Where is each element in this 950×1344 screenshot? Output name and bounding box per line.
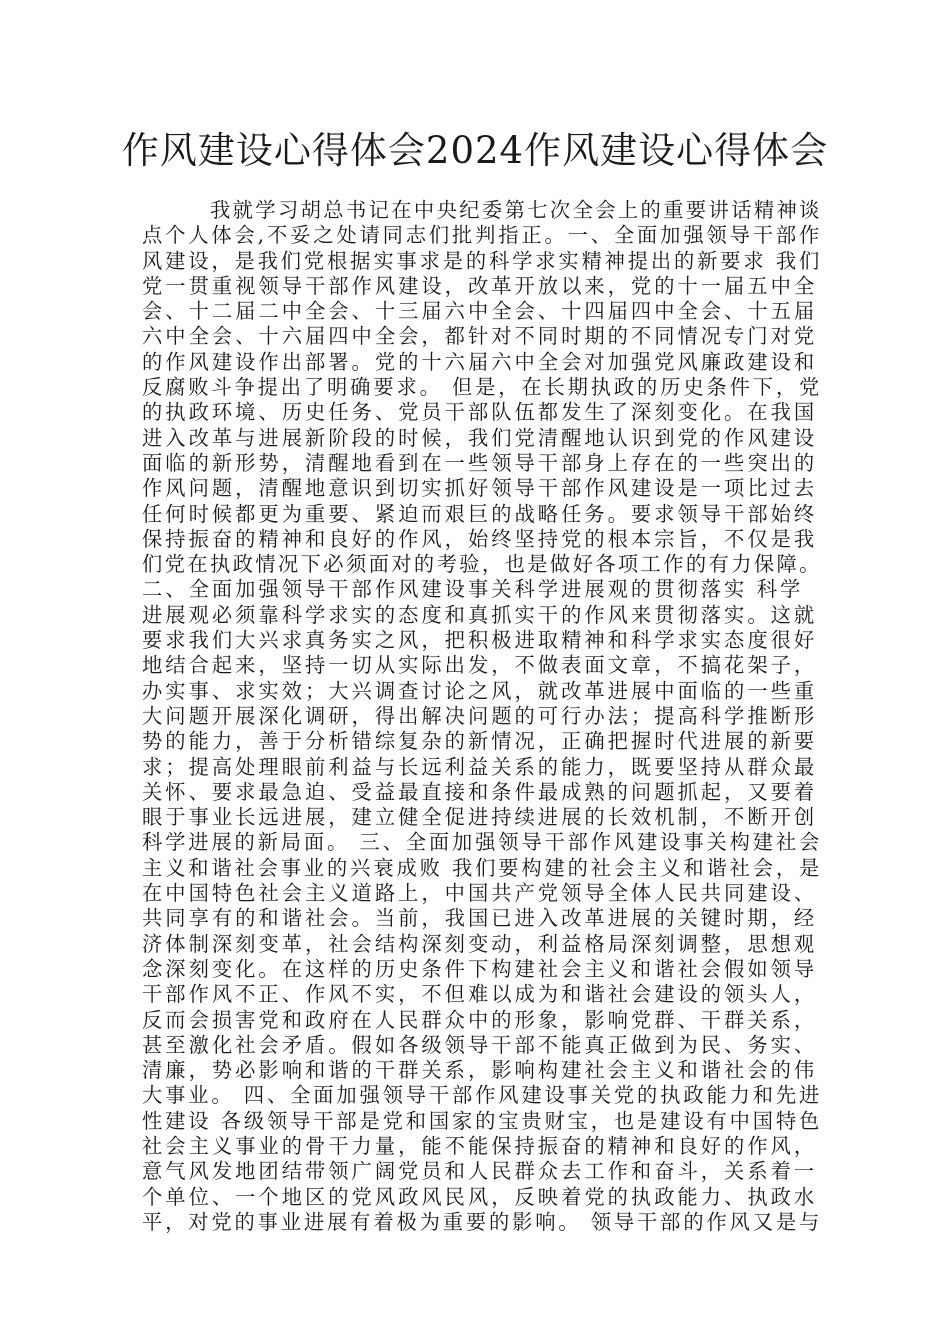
body-line: 们党在执政情况下必须面对的考验，也是做好各项工作的有力保障。	[142, 552, 822, 577]
body-line: 保持振奋的精神和良好的作风，始终坚持党的根本宗旨，不仅是我	[142, 526, 818, 551]
body-line: 党一贯重视领导干部作风建设，改革开放以来，党的十一届五中全	[142, 273, 818, 298]
body-line: 作风问题，清醒地意识到切实抓好领导干部作风建设是一项比过去	[142, 476, 818, 501]
body-line: 眼于事业长远进展，建立健全促进持续进展的长效机制，不断开创	[142, 805, 818, 830]
body-line: 进展观必须靠科学求实的态度和真抓实干的作风来贯彻落实。这就	[142, 602, 818, 627]
body-line: 要求我们大兴求真务实之风，把积极进取精神和科学求实态度很好	[142, 628, 818, 653]
body-line: 办实事、求实效；大兴调查讨论之风，就改革进展中面临的一些重	[142, 678, 818, 703]
body-line: 任何时候都更为重要、紧迫而艰巨的战略任务。要求领导干部始终	[142, 501, 818, 526]
body-line: 念深刻变化。在这样的历史条件下构建社会主义和谐社会假如领导	[142, 956, 818, 981]
body-line: 关怀、要求最急迫、受益最直接和条件最成熟的问题抓起，又要着	[142, 779, 818, 804]
document-title: 作风建设心得体会2024作风建设心得体会	[121, 129, 829, 172]
body-line: 平，对党的事业进展有着极为重要的影响。 领导干部的作风又是与	[142, 1209, 822, 1234]
document-body	[142, 198, 822, 1235]
body-line: 反而会损害党和政府在人民群众中的形象，影响党群、干群关系，	[142, 1007, 818, 1032]
body-line: 主义和谐社会事业的兴衰成败 我们要构建的社会主义和谐社会，是	[142, 855, 822, 880]
body-line: 在中国特色社会主义道路上，中国共产党领导全体人民共同建设、	[142, 881, 818, 906]
body-line: 性建设 各级领导干部是党和国家的宝贵财宝，也是建设有中国特色	[142, 1108, 822, 1133]
body-line: 风建设，是我们党根据实事求是的科学求实精神提出的新要求 我们	[142, 248, 822, 273]
body-line: 六中全会、十六届四中全会，都针对不同时期的不同情况专门对党	[142, 324, 818, 349]
body-line: 意气风发地团结带领广阔党员和人民群众去工作和奋斗，关系着一	[142, 1159, 818, 1184]
body-line: 大事业。 四、全面加强领导干部作风建设事关党的执政能力和先进	[142, 1083, 822, 1108]
body-line: 求；提高处理眼前利益与长远利益关系的能力，既要坚持从群众最	[142, 754, 818, 779]
body-line: 势的能力，善于分析错综复杂的新情况，正确把握时代进展的新要	[142, 729, 818, 754]
body-line: 我就学习胡总书记在中央纪委第七次全会上的重要讲话精神谈	[142, 198, 822, 222]
body-line: 二、全面加强领导干部作风建设事关科学进展观的贯彻落实 科学	[142, 577, 804, 602]
body-line: 地结合起来，坚持一切从实际出发，不做表面文章，不搞花架子，	[142, 653, 818, 678]
body-line: 干部作风不正、作风不实，不但难以成为和谐社会建设的领头人，	[142, 982, 818, 1007]
body-line: 济体制深刻变革，社会结构深刻变动，利益格局深刻调整，思想观	[142, 931, 818, 956]
body-line: 共同享有的和谐社会。当前，我国已进入改革进展的关键时期，经	[142, 906, 818, 931]
body-line: 科学进展的新局面。 三、全面加强领导干部作风建设事关构建社会	[142, 830, 822, 855]
body-line: 的作风建设作出部署。党的十六届六中全会对加强党风廉政建设和	[142, 349, 818, 374]
body-line: 大问题开展深化调研，得出解决问题的可行办法；提高科学推断形	[142, 703, 818, 728]
body-line: 会、十二届二中全会、十三届六中全会、十四届四中全会、十五届	[142, 299, 818, 324]
body-line: 社会主义事业的骨干力量，能不能保持振奋的精神和良好的作风，	[142, 1133, 818, 1158]
body-line: 甚至激化社会矛盾。假如各级领导干部不能真正做到为民、务实、	[142, 1032, 818, 1057]
body-line: 点个人体会,不妥之处请同志们批判指正。一、全面加强领导干部作	[142, 223, 822, 248]
body-line: 的执政环境、历史任务、党员干部队伍都发生了深刻变化。在我国	[142, 400, 818, 425]
body-line: 进入改革与进展新阶段的时候，我们党清醒地认识到党的作风建设	[142, 425, 818, 450]
body-line: 个单位、一个地区的党风政风民风，反映着党的执政能力、执政水	[142, 1184, 818, 1209]
body-line: 清廉，势必影响和谐的干群关系，影响构建社会主义和谐社会的伟	[142, 1058, 818, 1083]
body-line: 反腐败斗争提出了明确要求。 但是，在长期执政的历史条件下，党	[142, 375, 822, 400]
body-line: 面临的新形势，清醒地看到在一些领导干部身上存在的一些突出的	[142, 450, 818, 475]
